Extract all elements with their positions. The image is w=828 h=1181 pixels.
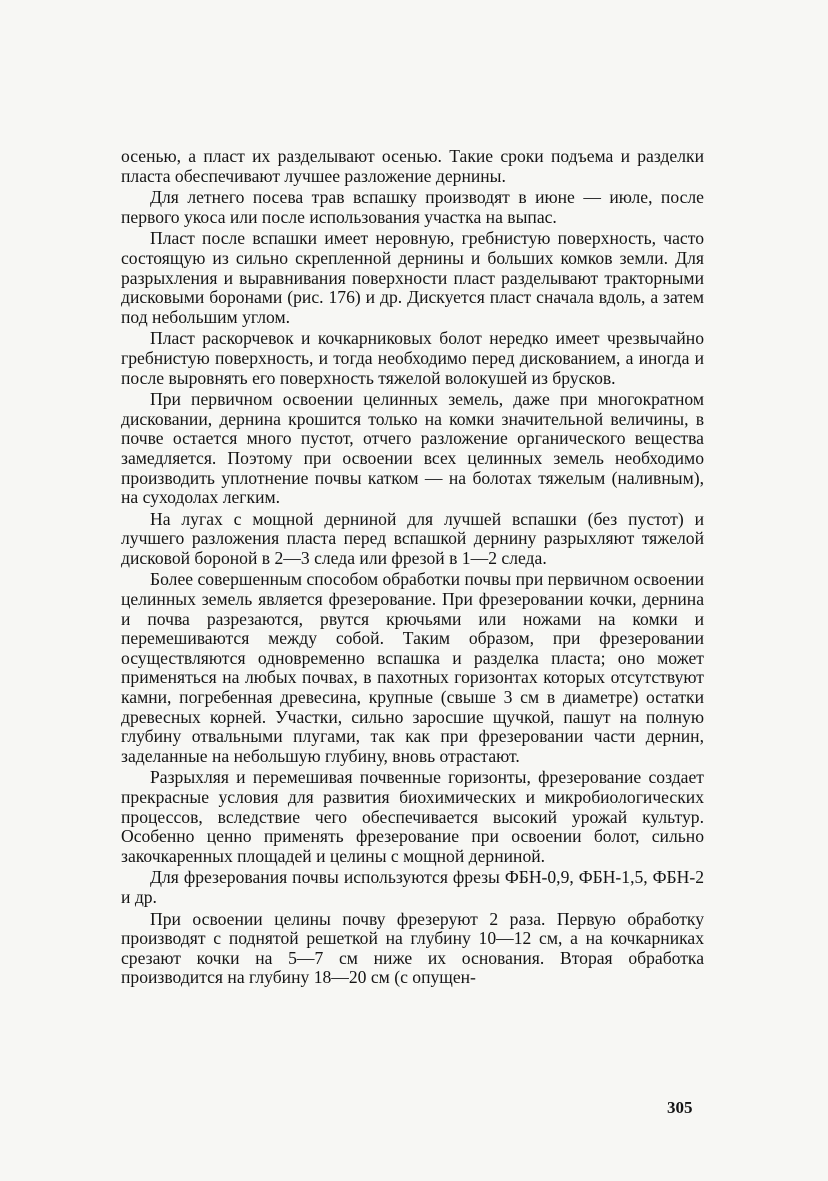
paragraph-8: Разрыхляя и перемешивая почвенные горизонты, фрезерование создает прекрасные условия для развития биохимических и микробиологических процессов, вследствие чего обеспечивается высокий урожай культур. Особенно ценно применять фрезерование при освоении болот, сильно закочкаренных площадей и целины с мощной дерниной. bbox=[121, 767, 704, 866]
paragraph-6: На лугах с мощной дерниной для лучшей вспашки (без пустот) и лучшего разложения пласта перед вспашкой дернину разрыхляют тяжелой дисковой бороной в 2—3 следа или фрезой в 1—2 следа. bbox=[121, 508, 704, 568]
paragraph-4: Пласт раскорчевок и кочкарниковых болот нередко имеет чрезвычайно гребнистую поверхность, и тогда необходимо перед дискованием, а иногда и после выровнять его поверхность тяжелой волокушей из брусков. bbox=[121, 328, 704, 388]
paragraph-2: Для летнего посева трав вспашку производят в июне — июле, после первого укоса или после использования участка на выпас. bbox=[121, 187, 704, 227]
paragraph-3: Пласт после вспашки имеет неровную, гребнистую поверхность, часто состоящую из сильно скрепленной дернины и больших комков земли. Для разрыхления и выравнивания поверхности пласт разделывают тракторными дисковыми боронами (рис. 176) и др. Дискуется пласт сначала вдоль, а затем под небольшим углом. bbox=[121, 228, 704, 327]
page-number: 305 bbox=[667, 1098, 693, 1117]
paragraph-7: Более совершенным способом обработки почвы при первичном освоении целинных земель является фрезерование. При фрезеровании кочки, дернина и почва разрезаются, рвутся крючьями или ножами на комки и перемешиваются между собой. Таким образом, при фрезеровании осуществляются одновременно вспашка и разделка пласта; оно может применяться на любых почвах, в пахотных горизонтах которых отсутствуют камни, погребенная древесина, крупные (свыше 3 см в диаметре) остатки древесных корней. Участки, сильно заросшие щучкой, пашут на полную глубину отвальными плугами, так как при фрезеровании части дернин, заделанные на небольшую глубину, вновь отрастают. bbox=[121, 569, 704, 766]
paragraph-1: осенью, а пласт их разделывают осенью. Такие сроки подъема и разделки пласта обеспечивают лучшее разложение дернины. bbox=[121, 146, 704, 186]
paragraph-10: При освоении целины почву фрезеруют 2 раза. Первую обработку производят с поднятой решеткой на глубину 10—12 см, а на кочкарниках срезают кочки на 5—7 см ниже их основания. Вторая обработка производится на глубину 18—20 см (с опущен- bbox=[121, 908, 704, 988]
page-text-body bbox=[121, 147, 704, 988]
paragraph-5: При первичном освоении целинных земель, даже при многократном дисковании, дернина крошится только на комки значительной величины, в почве остается много пустот, отчего разложение органического вещества замедляется. Поэтому при освоении всех целинных земель необходимо производить уплотнение почвы катком — на болотах тяжелым (наливным), на суходолах легким. bbox=[121, 389, 704, 508]
paragraph-9: Для фрезерования почвы используются фрезы ФБН-0,9, ФБН-1,5, ФБН-2 и др. bbox=[121, 867, 704, 907]
